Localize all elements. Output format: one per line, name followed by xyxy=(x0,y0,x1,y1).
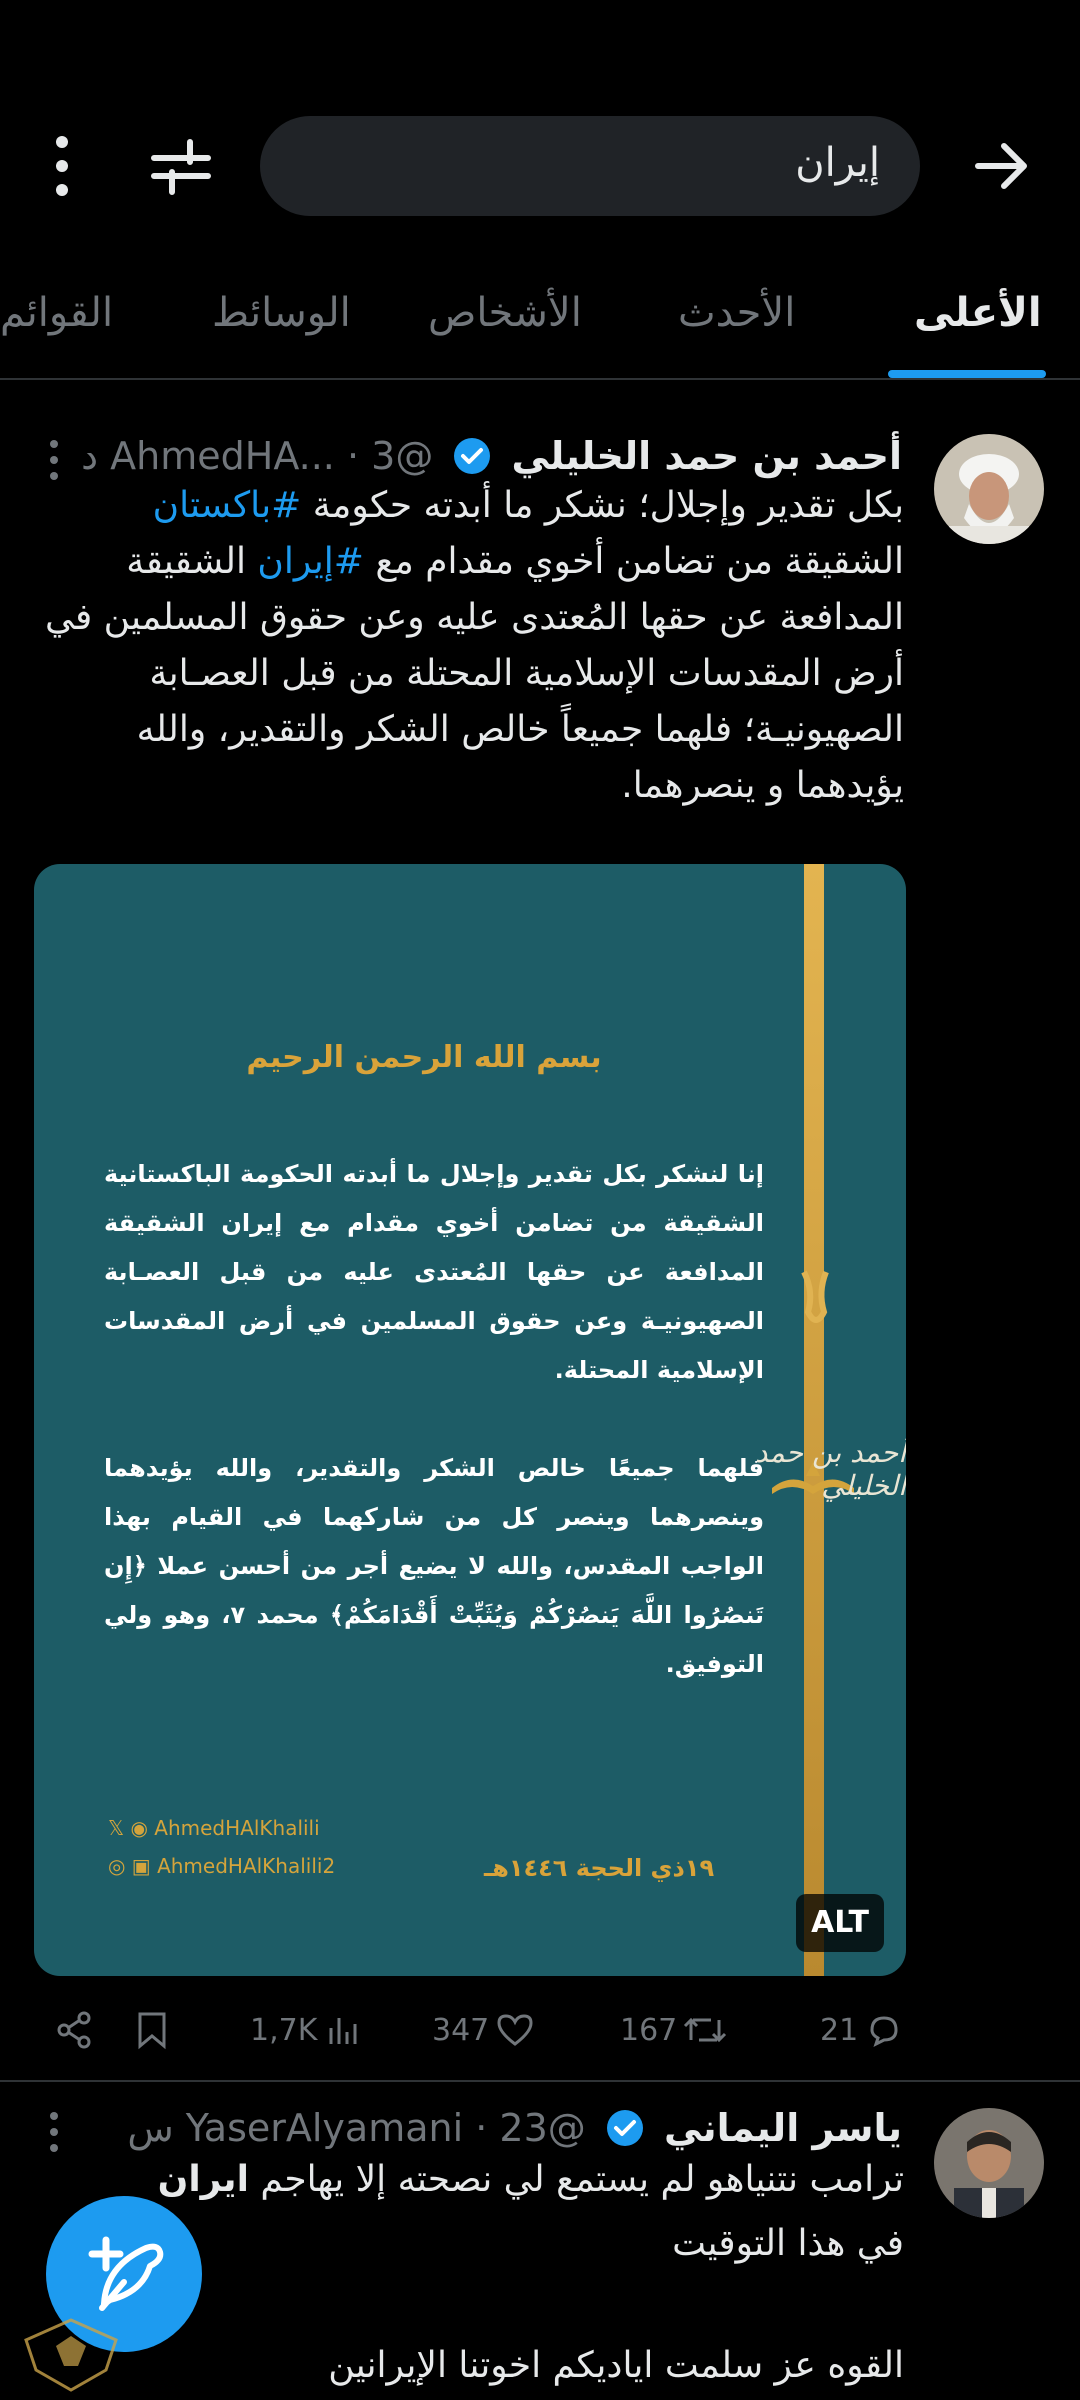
tab-latest[interactable]: الأحدث xyxy=(678,290,796,336)
tab-top[interactable]: الأعلى xyxy=(914,290,1042,336)
retweet-button[interactable] xyxy=(620,2002,727,2058)
reply-icon xyxy=(864,2010,904,2050)
tweet-time: 23 س xyxy=(127,2106,548,2150)
tweet-text-keyword: ايران xyxy=(157,2159,249,2200)
top-bar xyxy=(0,0,1080,280)
tweet-text-part2: الشقيقة من تضامن أخوي مقدام مع xyxy=(141,485,904,582)
instagram-facebook-icon: ◎ ▣ xyxy=(108,1854,158,1878)
share-icon[interactable] xyxy=(54,2010,94,2050)
card-social-1 xyxy=(108,1816,320,1840)
card-social-2 xyxy=(108,1854,335,1878)
card-social-handle-1: AhmedHAlKhalili xyxy=(154,1816,320,1840)
tweet-header xyxy=(127,2106,902,2150)
tab-media[interactable]: الوسائط xyxy=(212,290,351,336)
author-handle[interactable]: @AhmedHA... xyxy=(110,434,434,478)
hashtag-pakistan[interactable]: #باكستان xyxy=(152,485,302,526)
search-tabs xyxy=(0,270,1080,380)
arrow-right-icon[interactable] xyxy=(972,136,1032,196)
card-paragraph-1: إنا لنشكر بكل تقدير وإجلال ما أبدته الحكومة الباكستانية الشقيقة من تضامن أخوي مقدام مع إيران الشقيقة المدافعة عن حقها المُعتدى عليه من قبل العصـابة الصهيونيـة وعن حقوق المسلمين في أرض المقدسات الإسلامية المحتلة. xyxy=(104,1160,764,1384)
retweet-count: 167 xyxy=(620,2012,678,2048)
tweet-text-line1: ترامب نتنياهو لم يستمع لي نصحته إلا يهاجم xyxy=(248,2159,904,2200)
like-count: 347 xyxy=(432,2012,490,2048)
verified-badge-icon xyxy=(606,2109,644,2147)
tweet-header xyxy=(81,434,902,478)
search-query: إيران xyxy=(795,140,880,186)
tweet-image[interactable] xyxy=(34,864,906,1976)
author-handle[interactable]: @YaserAlyamani xyxy=(185,2106,586,2150)
verified-badge-icon xyxy=(453,437,491,475)
watermark-logo-icon xyxy=(6,2300,136,2400)
card-social-handle-2: AhmedHAlKhalili2 xyxy=(157,1854,336,1878)
card-paragraph-2: فلهما جميعًا خالص الشكر والتقدير، والله يؤيدهما وينصرهما وينصر كل من شاركهما في القيام بهذا الواجب المقدس، والله لا يضيع أجر من أحسن عملا ﴿إِن تَنصُرُوا اللَّهَ يَنصُرْكُمْ وَيُثَبِّتْ أَقْدَامَكُمْ﴾ محمد ٧، وهو ولي التوفيق. xyxy=(104,1454,764,1678)
view-count: 1,7K xyxy=(250,2012,318,2048)
separator-dot: · xyxy=(346,434,372,478)
tabs-divider xyxy=(0,378,1080,380)
tweet-divider xyxy=(0,2080,1080,2082)
hashtag-iran[interactable]: #إيران xyxy=(257,541,364,582)
more-vertical-icon[interactable] xyxy=(52,134,72,198)
separator-dot: · xyxy=(475,2106,500,2150)
gold-stripe xyxy=(804,864,824,1976)
heart-icon xyxy=(495,2010,535,2050)
tweet-text-part3: الشقيقة المدافعة عن حقها المُعتدى عليه وعن حقوق المسلمين في أرض المقدسات الإسلامية المحتلة من قبل العصـابة الصهيونيـة؛ فلهما جميعاً خالص الشكر والتقدير، والله يؤيدهما و ينصرهما. xyxy=(33,541,904,806)
card-signature: أحمد بن حمد الخليلي xyxy=(754,1436,906,1502)
reply-count: 21 xyxy=(820,2012,859,2048)
like-button[interactable] xyxy=(432,2002,535,2058)
tweet-actions xyxy=(0,2002,1080,2062)
card-date: ١٩ذي الحجة ١٤٤٦هـ xyxy=(484,1854,715,1882)
more-vertical-icon[interactable] xyxy=(46,438,62,482)
active-tab-indicator xyxy=(888,370,1046,378)
tweet-text-line3: القوه عز سلمت اياديكم اخوتنا الإيرانين xyxy=(328,2345,904,2386)
search-input[interactable] xyxy=(260,116,920,216)
tweet-text xyxy=(33,478,904,814)
retweet-icon xyxy=(683,2010,727,2050)
filter-sliders-icon[interactable] xyxy=(150,136,212,196)
alt-badge[interactable]: ALT xyxy=(796,1894,884,1952)
views-button[interactable] xyxy=(250,2002,363,2058)
reply-button[interactable] xyxy=(820,2002,904,2058)
tweet-text-line2: في هذا التوقيت xyxy=(672,2223,904,2264)
avatar[interactable] xyxy=(934,2108,1044,2218)
more-vertical-icon[interactable] xyxy=(46,2110,62,2154)
tweet-text-part1: بكل تقدير وإجلال؛ نشكر ما أبدته حكومة xyxy=(301,485,904,526)
handshake-icon xyxy=(794,1262,834,1332)
avatar[interactable] xyxy=(934,434,1044,544)
card-title: بسم الله الرحمن الرحيم xyxy=(246,1040,602,1075)
tab-lists[interactable]: القوائم xyxy=(0,290,114,336)
author-name[interactable]: ياسر اليماني xyxy=(663,2106,902,2150)
tab-people[interactable]: الأشخاص xyxy=(428,290,582,336)
bookmark-icon[interactable] xyxy=(134,2010,170,2050)
analytics-icon xyxy=(323,2010,363,2050)
author-name[interactable]: أحمد بن حمد الخليلي xyxy=(511,434,902,478)
x-logo-icon: 𝕏 ◉ xyxy=(108,1816,155,1840)
tweet-time: 3 د xyxy=(81,434,396,478)
